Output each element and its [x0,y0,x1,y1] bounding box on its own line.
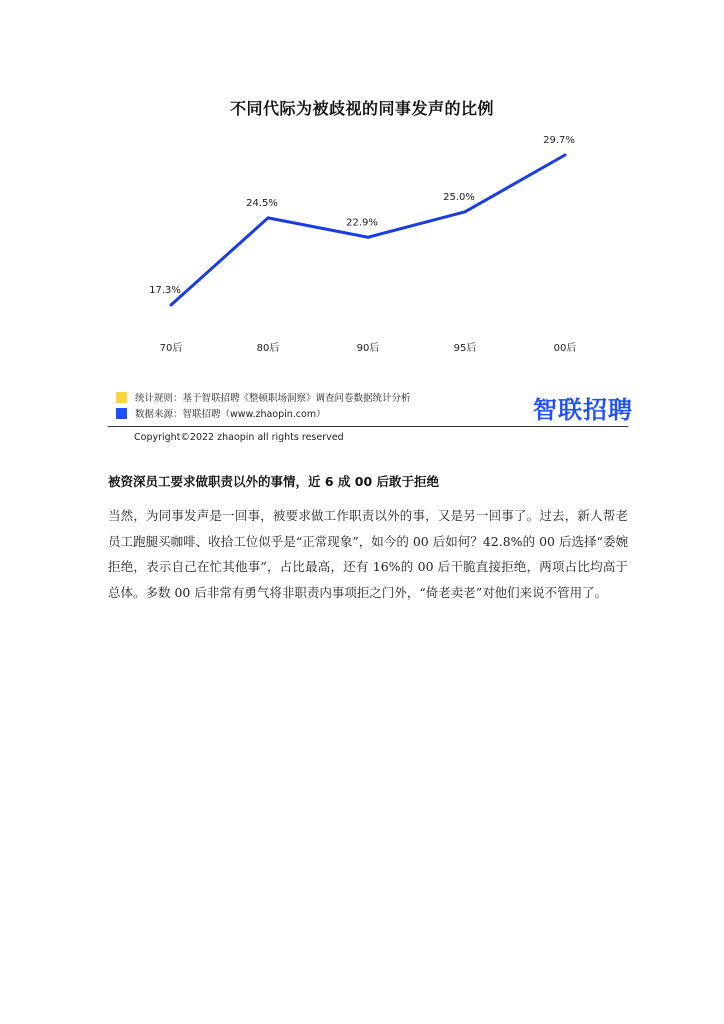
data-point [170,304,173,307]
x-tick-label: 00后 [553,343,577,354]
legend-swatch-blue [116,408,127,419]
x-tick-label: 95后 [453,343,477,354]
data-label: 17.3% [149,285,181,296]
legend-label-rules: 统计规则：基于智联招聘《整顿职场洞察》调查问卷数据统计分析 [135,393,411,404]
x-tick-label: 90后 [356,343,380,354]
chart-title: 不同代际为被歧视的同事发声的比例 [229,99,494,118]
x-tick-label: 70后 [159,343,183,354]
legend-item-rules [116,390,411,404]
legend-label-source: 数据来源：智联招聘（www.zhaopin.com） [135,409,326,420]
data-label: 29.7% [543,135,575,146]
data-point [464,210,467,213]
data-point [267,216,270,219]
divider [108,426,628,427]
x-tick-label: 80后 [256,343,280,354]
data-label: 25.0% [443,191,475,203]
zhaopin-logo: 智联招聘 [533,396,633,424]
section-heading: 被资深员工要求做职责以外的事情，近 6 成 00 后敢于拒绝 [108,474,440,489]
body-paragraph: 当然，为同事发声是一回事，被要求做工作职责以外的事，又是另一回事了。过去，新人帮老员工跑腿买咖啡、收拾工位似乎是“正常现象”，如今的 00 后如何？42.8%的 00 后选择“委婉拒绝，表示自己在忙其他事”，占比最高，还有 16%的 00 后干脆直接拒绝，两项占比均高于总体。多数 00 后非常有勇气将非职责内事项拒之门外，“倚老卖老”对他们来说不管用了。 [108,508,628,600]
line-chart [0,0,724,380]
data-label: 22.9% [346,217,378,229]
data-point [564,154,567,157]
data-point [367,236,370,239]
copyright-text: Copyright©2022 zhaopin all rights reserved [134,432,344,443]
legend-swatch-yellow [116,392,127,403]
data-label: 24.5% [246,197,278,209]
legend-item-source [116,406,326,420]
series-line [171,155,565,305]
